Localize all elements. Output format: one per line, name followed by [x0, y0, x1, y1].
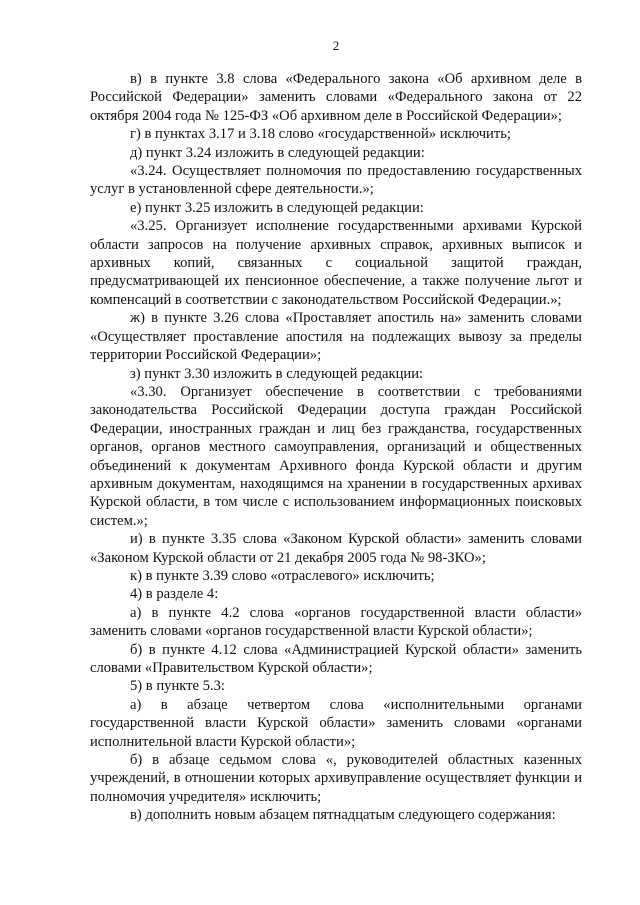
paragraph-v-3-8: в) в пункте 3.8 слова «Федерального закона «Об архивном деле в Российской Федерации» заменить словами «Федерального закона от 22 октября 2004 года № 125-ФЗ «Об архивном деле в Российской Федерации»; [90, 71, 582, 124]
paragraph-a-5-3: а) в абзаце четвертом слова «исполнительными органами государственной власти Курской области» заменить словами «органами исполнительной власти Курской области»; [90, 696, 582, 750]
paragraph-quote-3-24: «3.24. Осуществляет полномочия по предоставлению государственных услуг в установленной сфере деятельности.»; [90, 163, 582, 198]
paragraph-v-5-3: в) дополнить новым абзацем пятнадцатым следующего содержания: [130, 807, 556, 824]
paragraph-quote-3-30: «3.30. Организует обеспечение в соответствии с требованиями законодательства Российской Федерации доступа граждан Российской Федерации, иностранных граждан и лиц без гражданства, государственных органов, органов местного самоуправления, организаций и общественных объединений к документам Архивного фонда Курской области и другим архивным документам, находящимся на хранении в государственных архивах Курской области, в том числе с использованием информационных поисковых систем.»; [90, 383, 582, 529]
paragraph-i-3-35: и) в пункте 3.35 слова «Законом Курской области» заменить словами «Законом Курской области от 21 декабря 2005 года № 98-ЗКО»; [90, 531, 582, 566]
paragraph-zh-3-26: ж) в пункте 3.26 слова «Проставляет апостиль на» заменить словами «Осуществляет проставление апостиля на подлежащих вывозу за пределы территории Российской Федерации»; [90, 310, 582, 364]
paragraph-quote-3-25: «3.25. Организует исполнение государственными архивами Курской области запросов на получение архивных справок, архивных выписок и архивных копий, связанных с социальной защитой граждан, предусматривающей их пенсионное обеспечение, а также получение льгот и компенсаций в соответствии с законодательством Российской Федерации.»; [90, 218, 582, 308]
page-number: 2 [332, 38, 340, 53]
document-body [90, 70, 582, 825]
paragraph-b-5-3: б) в абзаце седьмом слова «, руководителей областных казенных учреждений, в отношении которых архивуправление осуществляет функции и полномочия учредителя» исключить; [90, 752, 582, 805]
paragraph-g-3-17: г) в пунктах 3.17 и 3.18 слово «государственной» исключить; [130, 126, 511, 143]
paragraph-z-3-30: з) пункт 3.30 изложить в следующей редакции: [130, 365, 424, 382]
paragraph-section-5-3: 5) в пункте 5.3: [130, 678, 225, 695]
paragraph-e-3-25: е) пункт 3.25 изложить в следующей редакции: [130, 199, 424, 216]
paragraph-b-4-12: б) в пункте 4.12 слова «Администрацией Курской области» заменить словами «Правительством Курской области»; [90, 641, 582, 676]
paragraph-k-3-39: к) в пункте 3.39 слово «отраслевого» исключить; [130, 567, 435, 584]
paragraph-d-3-24: д) пункт 3.24 изложить в следующей редакции: [130, 144, 425, 161]
paragraph-a-4-2: а) в пункте 4.2 слова «органов государственной власти области» заменить словами «органов государственной власти Курской области»; [90, 604, 582, 640]
paragraph-section-4: 4) в разделе 4: [130, 586, 219, 603]
